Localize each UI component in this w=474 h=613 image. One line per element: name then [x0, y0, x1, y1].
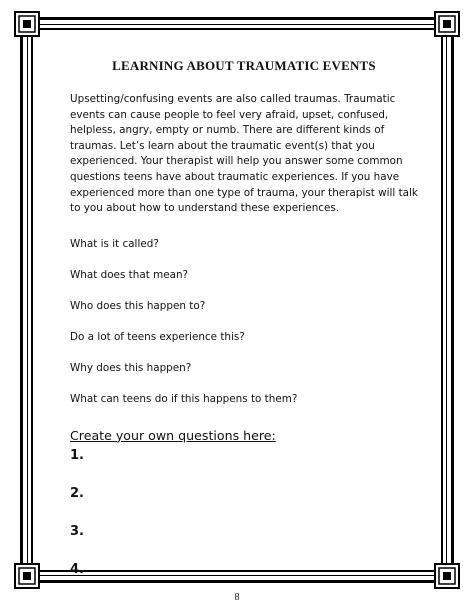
corner-ornament-icon	[434, 11, 460, 37]
corner-ornament-icon	[14, 11, 40, 37]
numbered-blank-item: 1.	[70, 447, 84, 463]
own-questions-heading: Create your own questions here:	[70, 427, 276, 443]
numbered-blank-item: 2.	[70, 485, 84, 501]
question-item: Who does this happen to?	[70, 299, 206, 312]
question-item: What does that mean?	[70, 268, 189, 281]
numbered-blank-item: 3.	[70, 523, 84, 539]
corner-ornament-icon	[14, 563, 40, 589]
corner-ornament-icon	[434, 563, 460, 589]
page-title: LEARNING ABOUT TRAUMATIC EVENTS	[112, 58, 376, 73]
question-item: What is it called?	[70, 237, 159, 250]
question-item: What can teens do if this happens to them?	[70, 392, 298, 405]
worksheet-content	[70, 52, 418, 599]
question-item: Do a lot of teens experience this?	[70, 330, 245, 343]
numbered-blank-item: 4.	[70, 561, 84, 577]
intro-paragraph: Upsetting/confusing events are also called traumas. Traumatic events can cause people to feel very afraid, upset, confused, helpless, angry, empty or numb. There are different kinds of traumas. Let’s learn about the traumatic event(s) that you experienced. Your therapist will help you answer some common questions teens have about traumatic experiences. If you have experienced more than one type of trauma, your therapist will talk to you about how to understand these experiences.	[70, 93, 418, 215]
page-number: 8	[234, 592, 240, 603]
question-item: Why does this happen?	[70, 361, 192, 374]
